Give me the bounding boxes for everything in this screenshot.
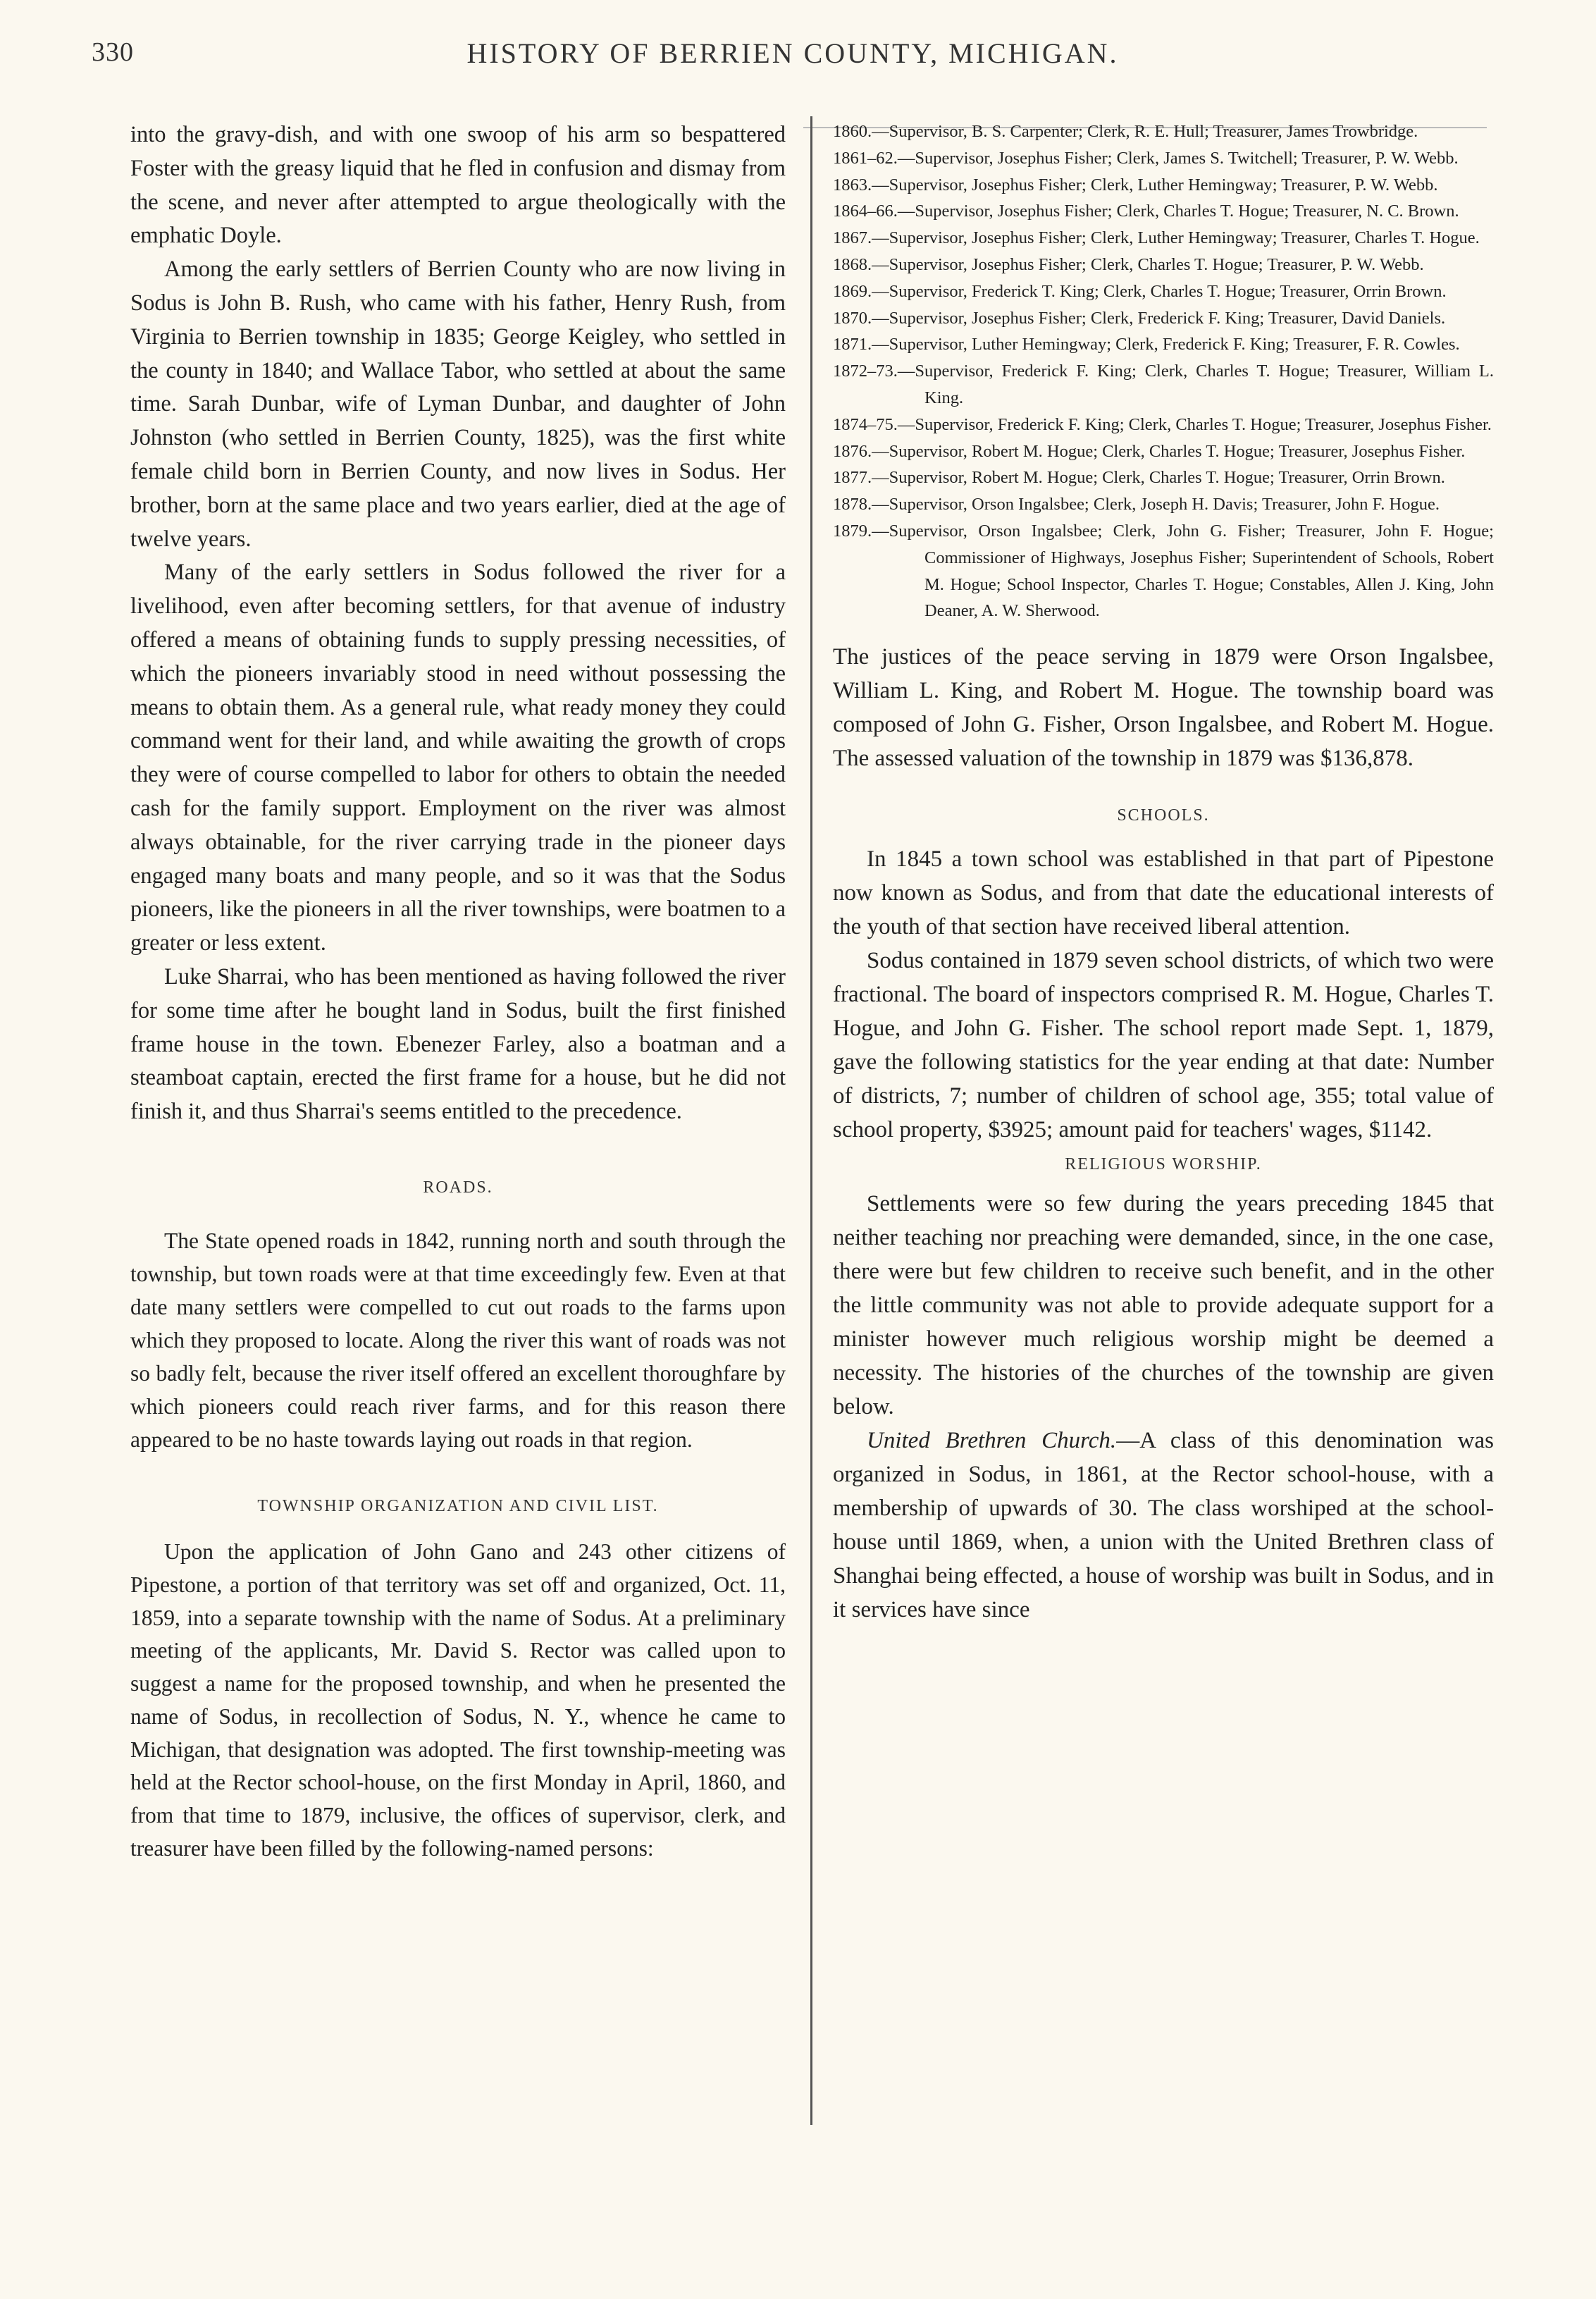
civil-list-entry: 1870.—Supervisor, Josephus Fisher; Clerk, Frederick F. King; Treasurer, David Daniels. — [833, 308, 1446, 328]
civil-list-entry: 1868.—Supervisor, Josephus Fisher; Clerk, Charles T. Hogue; Treasurer, P. W. Webb. — [833, 254, 1424, 274]
civil-list-entry: 1872–73.—Supervisor, Frederick F. King; Clerk, Charles T. Hogue; Treasurer, William L. King. — [833, 362, 1494, 407]
paragraph: Many of the early settlers in Sodus followed the river for a livelihood, even after becoming settlers, for that avenue of industry offered a means of obtaining funds to supply pressing necessities, of which the pioneers invariably stood in need without possessing the means to obtain them. As a general rule, what ready money they could command went for their land, and while awaiting the growth of crops they were of course compelled to labor for others to obtain the needed cash for the family support. Employment on the river was almost always obtainable, for the river carrying trade in the pioneer days engaged many boats and many people, and so it was that the Sodus pioneers, like the pioneers in all the river townships, were boatmen to a greater or less extent. — [130, 560, 786, 956]
civil-list-entry: 1874–75.—Supervisor, Frederick F. King; Clerk, Charles T. Hogue; Treasurer, Josephus Fisher. — [833, 414, 1492, 434]
paragraph: Settlements were so few during the years preceding 1845 that neither teaching nor preaching were demanded, since, in the one case, there were but few children to receive such benefit, and in the other the little community was not able to provide adequate support for a minister however much religious worship might be deemed a necessity. The histories of the churches of the township are given below. — [833, 1191, 1494, 1420]
civil-list-entry: 1860.—Supervisor, B. S. Carpenter; Clerk, R. E. Hull; Treasurer, James Trowbridge. — [833, 122, 1418, 141]
paragraph: Upon the application of John Gano and 243 other citizens of Pipestone, a portion of that territory was set off and organized, Oct. 11, 1859, into a separate township with the name of Sodus. At a preliminary meeting of the applicants, Mr. David S. Rector was called upon to suggest a name for the proposed township, and when he presented the name of Sodus, in recollection of Sodus, N. Y., whence he came to Michigan, that designation was adopted. The first township-meeting was held at the Rector school-house, on the first Monday in April, 1860, and from that time to 1879, inclusive, the offices of supervisor, clerk, and treasurer have been filled by the following-named persons: — [130, 1539, 786, 1861]
civil-list — [833, 118, 1494, 624]
page-number: 330 — [92, 37, 134, 67]
paragraph: The State opened roads in 1842, running north and south through the township, but town roads were at that time exceedingly few. Even at that date many settlers were compelled to cut out roads to the farms upon which they proposed to locate. Along the river this want of roads was not so badly felt, because the river itself offered an excellent thoroughfare by which pioneers could reach river farms, and for this reason there appeared to be no haste towards laying out roads in that region. — [130, 1228, 786, 1452]
paragraph-united-brethren — [833, 1424, 1494, 1627]
church-text: —A class of this denomination was organized in Sodus, in 1861, at the Rector school-house, with a membership of upwards of 30. The class worshiped at the school-house until 1869, when, a union with the United Brethren class of Shanghai being effected, a house of worship was built in Sodus, and in it services have since — [833, 1428, 1494, 1623]
running-title: HISTORY OF BERRIEN COUNTY, MICHIGAN. — [466, 37, 1119, 69]
civil-list-entry: 1869.—Supervisor, Frederick T. King; Clerk, Charles T. Hogue; Treasurer, Orrin Brown. — [833, 281, 1447, 301]
civil-list-entry: 1864–66.—Supervisor, Josephus Fisher; Clerk, Charles T. Hogue; Treasurer, N. C. Brown. — [833, 202, 1459, 221]
paragraph: Luke Sharrai, who has been mentioned as having followed the river for some time after he bought land in Sodus, built the first finished frame house in the town. Ebenezer Farley, also a boatman and a steamboat captain, erected the first frame for a house, but he did not finish it, and thus Sharrai's seems entitled to the precedence. — [130, 963, 786, 1125]
church-name: United Brethren Church. — [867, 1428, 1117, 1454]
right-column — [833, 118, 1494, 1627]
paragraph: Sodus contained in 1879 seven school districts, of which two were fractional. The board of inspectors comprised R. M. Hogue, Charles T. Hogue, and John G. Fisher. The school report made Sept. 1, 1879, gave the following statistics for the year ending at that date: Number of districts, 7; number of children of school age, 355; total value of school property, $3925; amount paid for teachers' wages, $1142. — [833, 948, 1494, 1143]
paragraph: The justices of the peace serving in 1879 were Orson Ingalsbee, William L. King, and Robert M. Hogue. The township board was composed of John G. Fisher, Orson Ingalsbee, and Robert M. Hogue. The assessed valuation of the township in 1879 was $136,878. — [833, 644, 1494, 772]
civil-list-entry: 1876.—Supervisor, Robert M. Hogue; Clerk, Charles T. Hogue; Treasurer, Josephus Fisher. — [833, 441, 1466, 461]
civil-list-entry: 1871.—Supervisor, Luther Hemingway; Clerk, Frederick F. King; Treasurer, F. R. Cowles. — [833, 335, 1460, 355]
paragraph: into the gravy-dish, and with one swoop of his arm so bespattered Foster with the greasy liquid that he fled in confusion and dismay from the scene, and never after attempted to argue theologically with the emphatic Doyle. — [130, 122, 786, 249]
right-text — [833, 640, 1494, 1627]
left-column — [130, 118, 786, 1866]
column-divider — [810, 116, 812, 2125]
paragraph: In 1845 a town school was established in that part of Pipestone now known as Sodus, and from that date the educational interests of the youth of that section have received liberal attention. — [833, 846, 1494, 940]
section-heading-religious: RELIGIOUS WORSHIP. — [1065, 1155, 1262, 1174]
section-heading-roads: ROADS. — [423, 1178, 493, 1197]
paragraph: Among the early settlers of Berrien County who are now living in Sodus is John B. Rush, who came with his father, Henry Rush, from Virginia to Berrien township in 1835; George Keigley, who settled in the county in 1840; and Wallace Tabor, who settled at about the same time. Sarah Dunbar, wife of Lyman Dunbar, and daughter of John Johnston (who settled in Berrien County, 1825), was the first white female child born in Berrien County, and now lives in Sodus. Her brother, born at the same place and two years earlier, died at the age of twelve years. — [130, 257, 786, 552]
running-head — [92, 37, 1494, 79]
civil-list-entry: 1878.—Supervisor, Orson Ingalsbee; Clerk, Joseph H. Davis; Treasurer, John F. Hogue. — [833, 495, 1440, 514]
civil-list-entry: 1877.—Supervisor, Robert M. Hogue; Clerk, Charles T. Hogue; Treasurer, Orrin Brown. — [833, 468, 1445, 488]
civil-list-entry: 1861–62.—Supervisor, Josephus Fisher; Clerk, James S. Twitchell; Treasurer, P. W. Webb. — [833, 148, 1459, 168]
civil-list-entry: 1879.—Supervisor, Orson Ingalsbee; Clerk, John G. Fisher; Treasurer, John F. Hogue; Commissioner of Highways, Josephus Fisher; Superintendent of Schools, Robert M. Hogue; School Inspector, Charles T. Hogue; Constables, Allen J. King, John Deaner, A. W. Sherwood. — [833, 521, 1494, 621]
civil-list-entry: 1863.—Supervisor, Josephus Fisher; Clerk, Luther Hemingway; Treasurer, P. W. Webb. — [833, 175, 1438, 195]
section-heading-township: TOWNSHIP ORGANIZATION AND CIVIL LIST. — [257, 1496, 659, 1515]
section-heading-schools: SCHOOLS. — [1117, 806, 1210, 825]
civil-list-entry: 1867.—Supervisor, Josephus Fisher; Clerk, Luther Hemingway; Treasurer, Charles T. Hogue. — [833, 228, 1480, 248]
